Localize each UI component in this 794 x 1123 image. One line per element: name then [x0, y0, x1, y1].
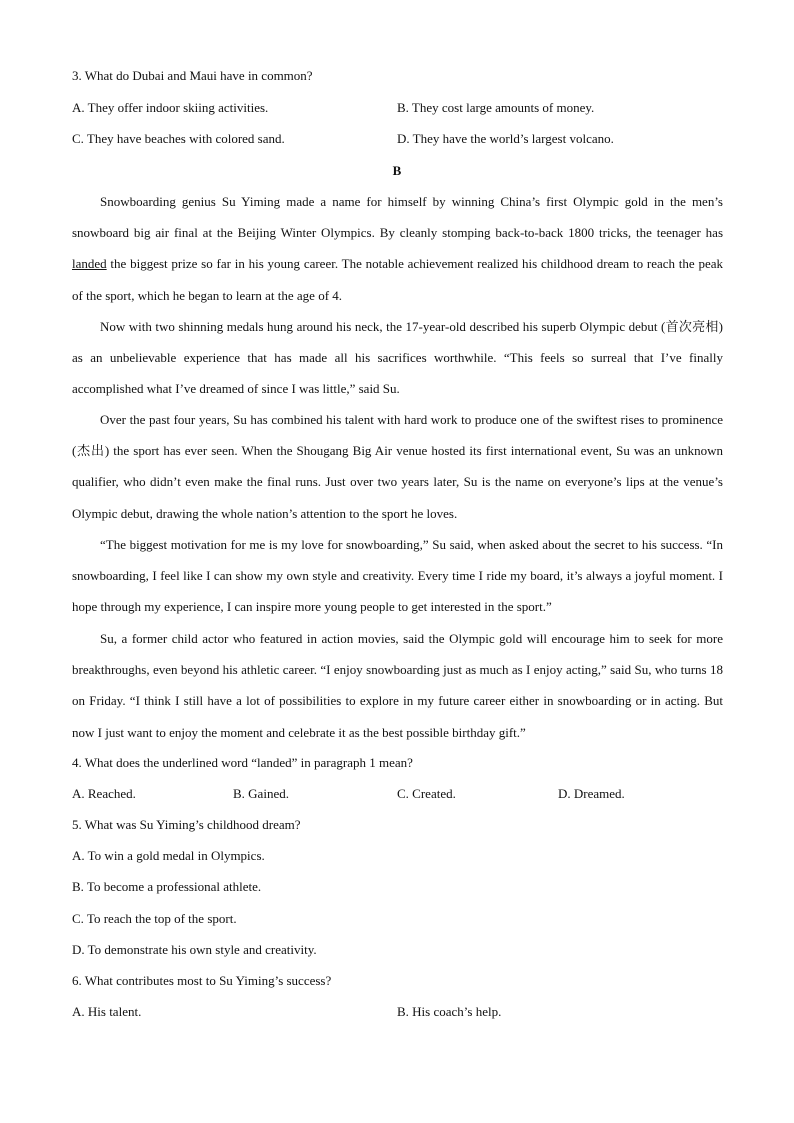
q3-option-c: C. They have beaches with colored sand. — [72, 131, 285, 146]
q6-option-a: A. His talent. — [72, 1004, 142, 1019]
question-6: 6. What contributes most to Su Yiming’s success? — [72, 973, 332, 988]
question-5: 5. What was Su Yiming’s childhood dream? — [72, 817, 301, 832]
passage-paragraph-1 — [72, 186, 723, 311]
q6-option-b: B. His coach’s help. — [397, 1004, 502, 1019]
q4-option-d: D. Dreamed. — [558, 786, 625, 801]
q3-option-b: B. They cost large amounts of money. — [397, 100, 595, 115]
q4-option-c: C. Created. — [397, 786, 456, 801]
passage-paragraph-4: “The biggest motivation for me is my love for snowboarding,” Su said, when asked about the secret to his success. “In snowboarding, I feel like I can show my own style and creativity. Every time I ride my board, it’s always a joyful moment. I hope through my experience, I can inspire more young people to get interested in the sport.” — [72, 537, 723, 615]
passage-paragraph-5: Su, a former child actor who featured in action movies, said the Olympic gold will encourage him to seek for more breakthroughs, even beyond his athletic career. “I enjoy snowboarding just as much as I enjoy acting,” said Su, who turns 18 on Friday. “I think I still have a lot of possibilities to explore in my future career either in snowboarding or in acting. But now I just want to enjoy the moment and celebrate it as the best possible birthday gift.” — [72, 631, 723, 740]
question-3: 3. What do Dubai and Maui have in common? — [72, 68, 313, 83]
underlined-word: landed — [72, 256, 107, 272]
q5-option-d: D. To demonstrate his own style and creativity. — [72, 942, 317, 957]
q3-option-a: A. They offer indoor skiing activities. — [72, 100, 269, 115]
passage-paragraph-3: Over the past four years, Su has combined his talent with hard work to produce one of the swiftest rises to prominence (杰出) the sport has ever seen. When the Shougang Big Air venue hosted its first international event, Su was an unknown qualifier, who didn’t even make the final runs. Just over two years later, Su is the name on everyone’s lips at the venue’s Olympic debut, drawing the whole nation’s attention to the sport he loves. — [72, 412, 723, 521]
q5-option-b: B. To become a professional athlete. — [72, 879, 262, 894]
q5-option-c: C. To reach the top of the sport. — [72, 911, 237, 926]
section-heading: B — [392, 163, 402, 178]
question-4: 4. What does the underlined word “landed” in paragraph 1 mean? — [72, 755, 413, 770]
q5-option-a: A. To win a gold medal in Olympics. — [72, 848, 265, 863]
passage-paragraph-2: Now with two shinning medals hung around his neck, the 17-year-old described his superb Olympic debut (首次亮相) as an unbelievable experience that has made all his sacrifices worthwhile. “This feels so surreal that I’ve finally accomplished what I’ve dreamed of since I was little,” said Su. — [72, 319, 723, 397]
q4-option-a: A. Reached. — [72, 786, 136, 801]
paragraph-1-text-start: Snowboarding genius Su Yiming made a name for himself by winning China’s first Olympic gold in the men’s snowboard big air final at the Beijing Winter Olympics. By cleanly stomping back-to-back 1800 tricks, the teenager has — [72, 194, 723, 241]
paragraph-1-text-end: the biggest prize so far in his young career. The notable achievement realized his childhood dream to reach the peak of the sport, which he began to learn at the age of 4. — [72, 256, 723, 303]
q3-option-d: D. They have the world’s largest volcano. — [397, 131, 614, 146]
q4-option-b: B. Gained. — [233, 786, 289, 801]
